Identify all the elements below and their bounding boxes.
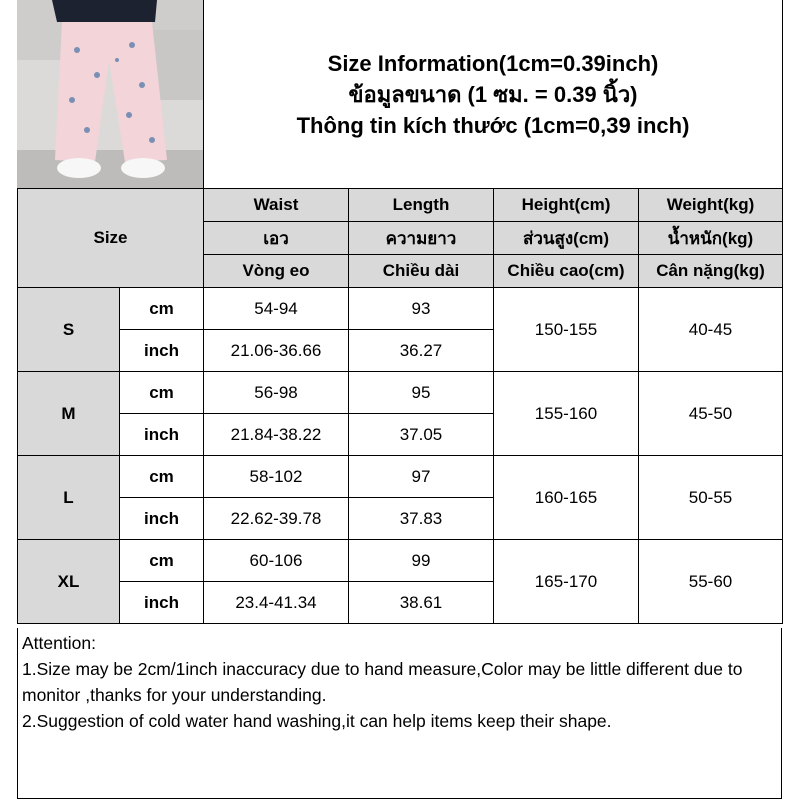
height-range: 155-160 [494,372,639,456]
table-row [18,456,783,498]
waist-inch: 22.62-39.78 [204,498,349,540]
size-label: M [18,372,120,456]
size-label: S [18,288,120,372]
waist-inch: 21.06-36.66 [204,330,349,372]
model-photo-icon [17,0,203,188]
weight-range: 45-50 [639,372,783,456]
unit-inch: inch [120,582,204,624]
notes-title: Attention: [22,633,96,653]
col-header-length-vi: Chiều dài [349,255,494,288]
waist-cm: 60-106 [204,540,349,582]
length-inch: 37.05 [349,414,494,456]
table-row [18,540,783,582]
model-photo [17,0,204,189]
size-chart-table [17,188,783,624]
height-range: 165-170 [494,540,639,624]
col-header-weight-th: น้ำหนัก(kg) [639,222,783,255]
size-info-header [204,0,783,189]
note-measurement: 1.Size may be 2cm/1inch inaccuracy due to hand measure,Color may be little different due to monitor ,thanks for your understanding. [22,659,743,705]
waist-inch: 23.4-41.34 [204,582,349,624]
waist-cm: 58-102 [204,456,349,498]
length-cm: 95 [349,372,494,414]
unit-cm: cm [120,372,204,414]
col-header-height-th: ส่วนสูง(cm) [494,222,639,255]
unit-inch: inch [120,498,204,540]
header-line-vietnamese: Thông tin kích thước (1cm=0,39 inch) [296,112,690,138]
size-column-title: Size [18,189,204,288]
col-header-weight-vi: Cân nặng(kg) [639,255,783,288]
length-cm: 93 [349,288,494,330]
col-header-length-en: Length [349,189,494,222]
height-range: 150-155 [494,288,639,372]
unit-inch: inch [120,414,204,456]
length-inch: 38.61 [349,582,494,624]
table-row [18,372,783,414]
height-range: 160-165 [494,456,639,540]
size-label: L [18,456,120,540]
unit-cm: cm [120,288,204,330]
col-header-height-en: Height(cm) [494,189,639,222]
length-cm: 99 [349,540,494,582]
unit-inch: inch [120,330,204,372]
note-washing: 2.Suggestion of cold water hand washing,it can help items keep their shape. [22,711,612,731]
header-line-thai: ข้อมูลขนาด (1 ซม. = 0.39 นิ้ว) [348,81,638,107]
col-header-waist-vi: Vòng eo [204,255,349,288]
header-line-english: Size Information(1cm=0.39inch) [327,50,659,76]
size-label: XL [18,540,120,624]
col-header-waist-th: เอว [204,222,349,255]
unit-cm: cm [120,456,204,498]
length-cm: 97 [349,456,494,498]
col-header-weight-en: Weight(kg) [639,189,783,222]
attention-notes [17,628,782,799]
length-inch: 37.83 [349,498,494,540]
unit-cm: cm [120,540,204,582]
table-row [18,288,783,330]
weight-range: 55-60 [639,540,783,624]
waist-cm: 56-98 [204,372,349,414]
weight-range: 50-55 [639,456,783,540]
weight-range: 40-45 [639,288,783,372]
waist-cm: 54-94 [204,288,349,330]
waist-inch: 21.84-38.22 [204,414,349,456]
col-header-length-th: ความยาว [349,222,494,255]
col-header-height-vi: Chiều cao(cm) [494,255,639,288]
length-inch: 36.27 [349,330,494,372]
col-header-waist-en: Waist [204,189,349,222]
